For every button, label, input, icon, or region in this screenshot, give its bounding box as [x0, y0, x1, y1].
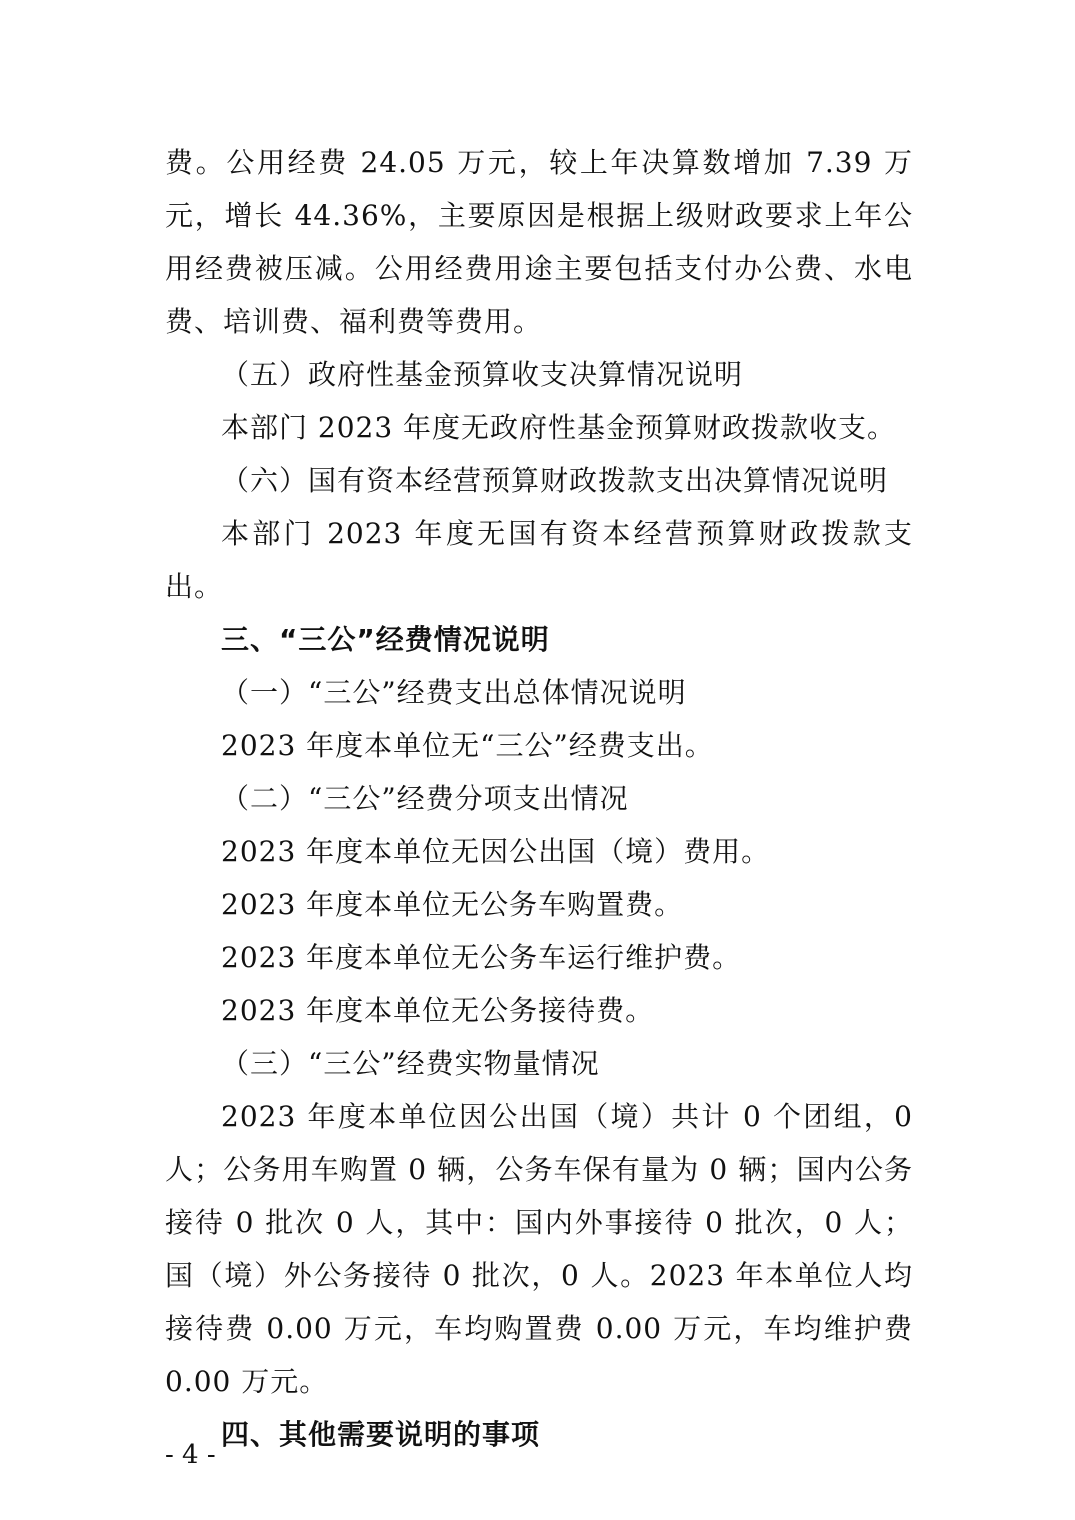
document-body — [165, 136, 913, 1461]
paragraph-reception: 2023 年度本单位无公务接待费。 — [221, 994, 655, 1027]
paragraph-physical-quantity: 2023 年度本单位因公出国（境）共计 0 个团组，0 人；公务用车购置 0 辆，公务车保有量为 0 辆；国内公务接待 0 批次 0 人，其中：国内外事接待 0 批次，0 人；国（境）外公务接待 0 批次，0 人。2023 年本单位人均接待费 0.00 万元，车均购置费 0.00 万元，车均维护费 0.00 万元。 — [165, 1100, 913, 1398]
subheading-government-fund: （五）政府性基金预算收支决算情况说明 — [221, 358, 744, 391]
paragraph-three-public-overall: 2023 年度本单位无“三公”经费支出。 — [221, 729, 714, 762]
subheading-state-capital: （六）国有资本经营预算财政拨款支出决算情况说明 — [221, 464, 889, 497]
subheading-three-public-overall: （一）“三公”经费支出总体情况说明 — [221, 676, 687, 709]
subheading-three-public-items: （二）“三公”经费分项支出情况 — [221, 782, 629, 815]
section-heading-other-matters: 四、其他需要说明的事项 — [221, 1418, 541, 1451]
paragraph-vehicle-purchase: 2023 年度本单位无公务车购置费。 — [221, 888, 684, 921]
paragraph-overseas-travel: 2023 年度本单位无因公出国（境）费用。 — [221, 835, 771, 868]
subheading-physical-quantity: （三）“三公”经费实物量情况 — [221, 1047, 600, 1080]
paragraph-public-expenses: 费。公用经费 24.05 万元，较上年决算数增加 7.39 万元，增长 44.36%，主要原因是根据上级财政要求上年公用经费被压减。公用经费用途主要包括支付办公费、水电费、培训费、福利费等费用。 — [165, 146, 913, 338]
paragraph-vehicle-maintenance: 2023 年度本单位无公务车运行维护费。 — [221, 941, 742, 974]
section-heading-three-public: 三、“三公”经费情况说明 — [221, 623, 550, 656]
page-number: - 4 - — [165, 1440, 216, 1470]
paragraph-government-fund: 本部门 2023 年度无政府性基金预算财政拨款收支。 — [221, 411, 897, 444]
paragraph-state-capital: 本部门 2023 年度无国有资本经营预算财政拨款支出。 — [165, 517, 913, 603]
